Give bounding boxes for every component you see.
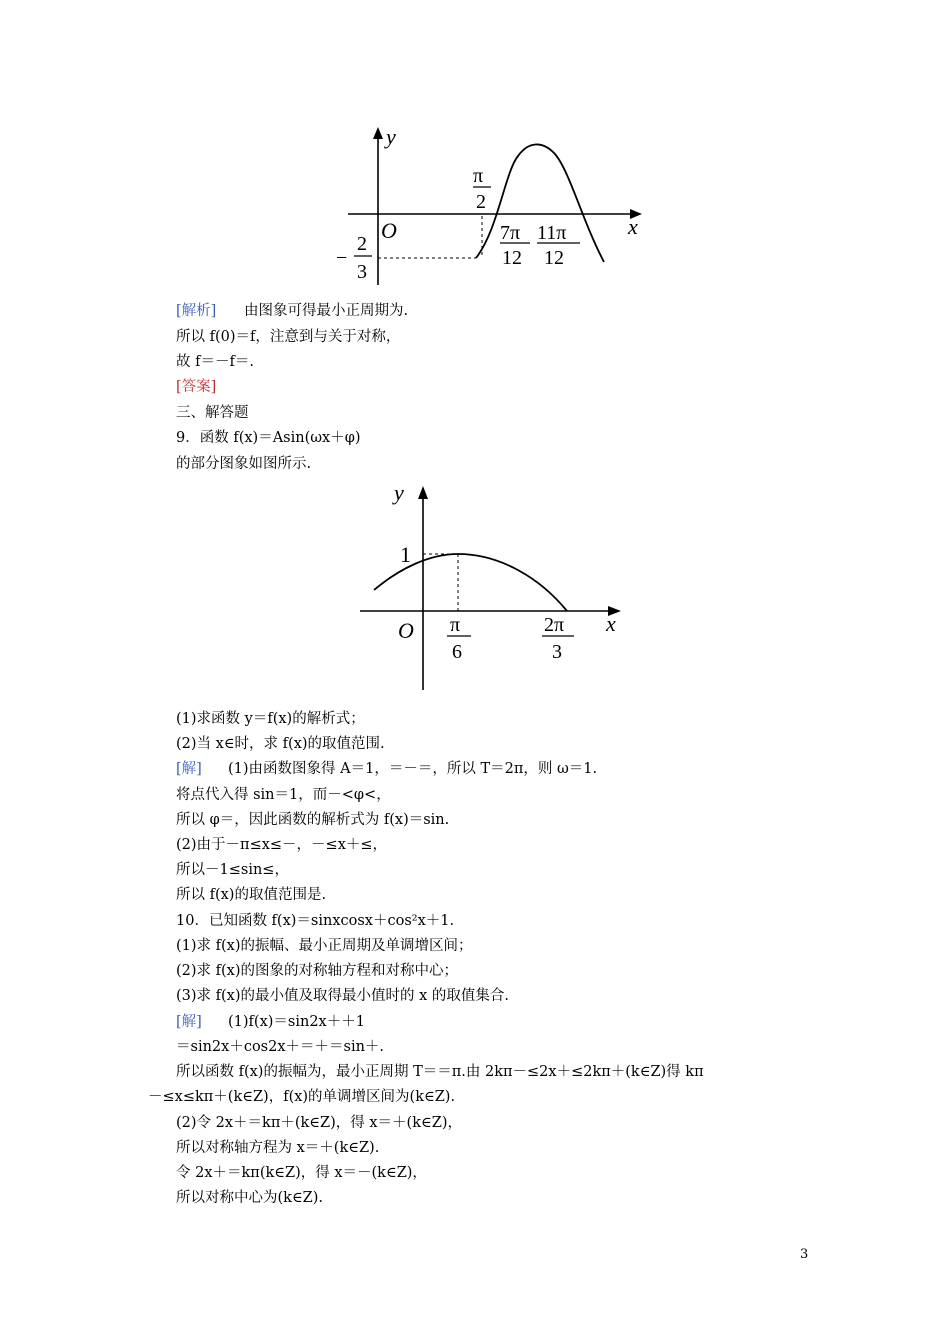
tick-pi-over-6-den: 6 (452, 641, 462, 663)
tick-pi-over-6-num: π (450, 614, 461, 636)
origin-label: O (398, 618, 414, 643)
answer-tag: [答案] (176, 379, 217, 395)
figure-1-sine-graph (330, 120, 650, 290)
y-tick-2-over-3-den: 3 (357, 261, 367, 283)
tick-2pi-over-3-den: 3 (552, 641, 562, 663)
y-tick-2-over-3-num: 2 (357, 233, 367, 255)
solution-9-line-4: (2)由于－π≤x≤－，－≤x＋≤， (176, 837, 388, 853)
problem-10-part-1: (1)求 f(x)的振幅、最小正周期及单调增区间； (176, 938, 473, 954)
problem-10-part-2: (2)求 f(x)的图象的对称轴方程和对称中心； (176, 963, 459, 979)
tick-7pi-over-12-num: 7π (500, 222, 521, 244)
solution-10-line-1: (1)f(x)＝sin2x＋＋1 (228, 1014, 365, 1030)
analysis-line-2: 所以 f(0)＝f，注意到与关于对称， (176, 329, 401, 345)
y-axis-arrow (373, 127, 383, 139)
problem-9-part-2: (2)当 x∈时，求 f(x)的取值范围. (176, 736, 385, 752)
solution-10-line-6: 所以对称轴方程为 x＝＋(k∈Z). (176, 1140, 380, 1156)
tick-2pi-over-3-num: 2π (544, 614, 565, 636)
solution-9-line-3: 所以 φ＝，因此函数的解析式为 f(x)＝sin. (176, 812, 450, 828)
solution-tag-9: [解] (176, 761, 202, 777)
solution-10-line-3: 所以函数 f(x)的振幅为，最小正周期 T＝＝π.由 2kπ－≤2x＋≤2kπ＋(k∈Z)得 kπ (176, 1064, 704, 1080)
problem-9-part-1: (1)求函数 y＝f(x)的解析式； (176, 711, 365, 727)
analysis-tag: [解析] (176, 303, 217, 319)
tick-11pi-over-12-num: 11π (537, 222, 567, 244)
solution-9-line-2: 将点代入得 sin＝1，而－<φ<， (176, 787, 391, 803)
problem-10-part-3: (3)求 f(x)的最小值及取得最小值时的 x 的取值集合. (176, 988, 510, 1004)
solution-10-line-7: 令 2x＋＝kπ(k∈Z)，得 x＝－(k∈Z)， (176, 1165, 427, 1181)
y-tick-1: 1 (400, 542, 411, 567)
solution-10-line-4: －≤x≤kπ＋(k∈Z)，f(x)的单调增区间为(k∈Z). (148, 1089, 456, 1105)
problem-10-stem: 10．已知函数 f(x)＝sinxcosx＋cos²x＋1. (176, 913, 455, 929)
solution-10-line-5: (2)令 2x＋＝kπ＋(k∈Z)，得 x＝＋(k∈Z)， (176, 1115, 462, 1131)
y-axis-label: y (394, 480, 404, 505)
tick-pi-over-2-den: 2 (476, 191, 486, 213)
solution-10-line-8: 所以对称中心为(k∈Z). (176, 1190, 324, 1206)
tick-11pi-over-12-den: 12 (544, 247, 564, 269)
problem-9-stem: 9．函数 f(x)＝Asin(ωx＋φ) (176, 430, 361, 446)
section-heading: 三、解答题 (176, 405, 249, 421)
solution-10-line-2: ＝sin2x＋cos2x＋＝＋＝sin＋. (176, 1039, 385, 1055)
tick-7pi-over-12-den: 12 (502, 247, 522, 269)
x-axis-label: x (628, 214, 638, 239)
y-axis-label: y (386, 124, 396, 149)
x-axis-label: x (606, 611, 616, 636)
sine-curve (476, 144, 604, 262)
solution-tag-10: [解] (176, 1014, 202, 1030)
y-tick-minus-sign: − (336, 247, 348, 269)
tick-pi-over-2-num: π (473, 165, 484, 187)
solution-9-line-6: 所以 f(x)的取值范围是. (176, 887, 327, 903)
problem-9-stem-2: 的部分图象如图所示. (176, 456, 312, 472)
y-axis-arrow (418, 486, 428, 499)
solution-9-line-5: 所以－1≤sin≤， (176, 862, 289, 878)
solution-9-line-1: (1)由函数图象得 A＝1，＝－＝，所以 T＝2π，则 ω＝1. (228, 761, 598, 777)
analysis-line-1: 由图象可得最小正周期为. (244, 303, 409, 319)
page-number: 3 (800, 1247, 809, 1262)
figure-2-graph (350, 478, 640, 694)
origin-label: O (381, 218, 397, 243)
analysis-line-3: 故 f＝－f＝. (176, 354, 254, 370)
